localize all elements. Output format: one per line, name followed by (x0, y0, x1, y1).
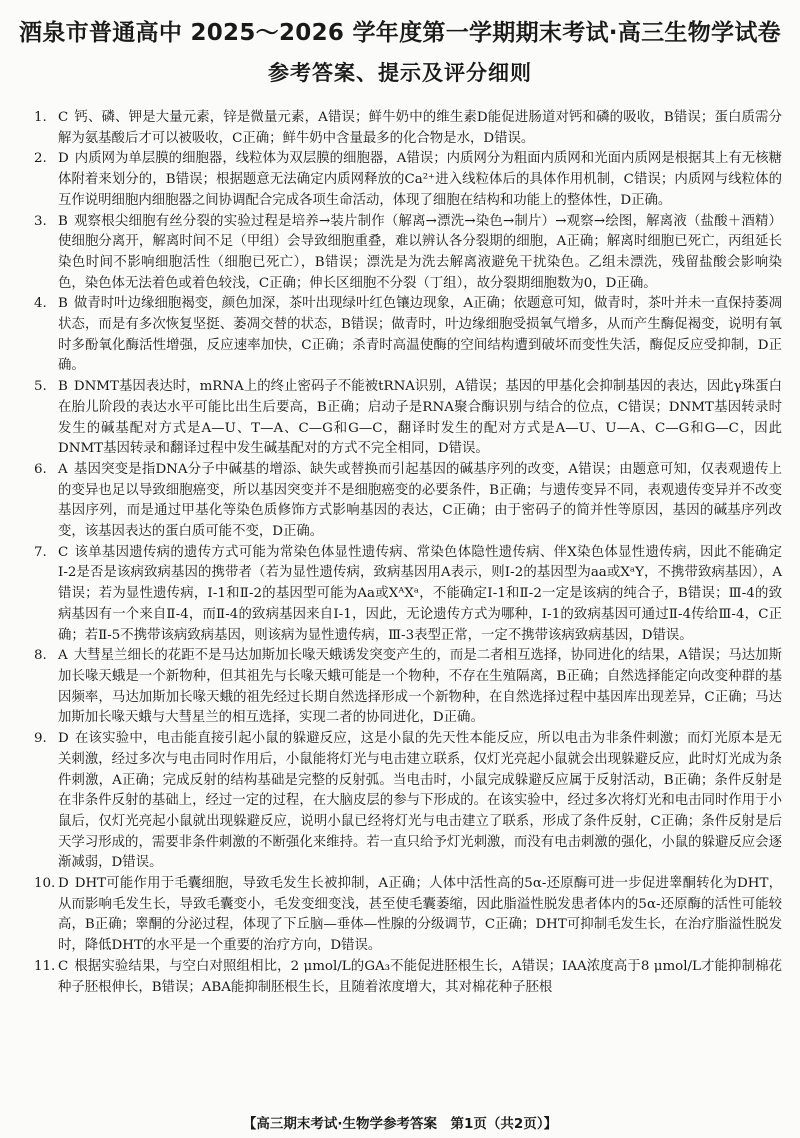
answer-item-6 (34, 460, 782, 543)
exam-subtitle: 参考答案、提示及评分细则 (268, 61, 532, 85)
answer-choice: C (58, 544, 69, 560)
question-number: 2. (34, 151, 47, 167)
question-number: 9. (34, 731, 47, 747)
question-number: 7. (34, 544, 47, 560)
question-number: 4. (34, 296, 47, 312)
answer-item-5 (34, 377, 782, 460)
answer-item-4 (34, 294, 782, 377)
explanation-text: 该单基因遗传病的遗传方式可能为常染色体显性遗传病、常染色体隐性遗传病、伴X染色体显性遗传病，因此不能确定Ⅰ-2是否是该病致病基因的携带者（若为显性遗传病，致病基因用A表示，则Ⅰ-2的基因型为aa或XᵃY，不携带致病基因），A错误；若为显性遗传病，Ⅰ-1和Ⅱ-2的基因型可能为Aa或XᴬXᵃ，不能确定Ⅰ-1和Ⅱ-2一定是该病的纯合子，B错误；Ⅲ-4的致病基因有一个来自Ⅱ-4，而Ⅱ-4的致病基因来自Ⅰ-1，因此，无论遗传方式为哪种，Ⅰ-1的致病基因可通过Ⅱ-4传给Ⅲ-4，C正确；若Ⅱ-5不携带该病致病基因，则该病为显性遗传病，Ⅲ-3表型正常，一定不携带该病致病基因，D错误。 (58, 544, 782, 643)
answer-choice: D (58, 151, 69, 167)
answer-item-1 (34, 108, 782, 149)
answer-choice: C (58, 958, 69, 974)
answer-item-7 (34, 543, 782, 647)
answer-choice: B (58, 296, 68, 312)
explanation-text: 内质网为单层膜的细胞器，线粒体为双层膜的细胞器，A错误；内质网分为粗面内质网和光面内质网是根据其上有无核糖体附着来划分的，B错误；根据题意无法确定内质网释放的Ca²⁺进入线粒体后的具体作用机制，C错误；内质网与线粒体的互作说明细胞内细胞器之间协调配合完成各项生命活动，体现了细胞在结构和功能上的整体性，D正确。 (58, 151, 782, 208)
answer-item-11 (34, 957, 782, 998)
explanation-text: DHT可能作用于毛囊细胞，导致毛发生长被抑制，A正确；人体中活性高的5α-还原酶可进一步促进睾酮转化为DHT，从而影响毛发生长，导致毛囊变小，毛发变细变浅，甚至使毛囊萎缩，因此脂溢性脱发患者体内的5α-还原酶的活性可能较高，B正确；睾酮的分泌过程，体现了下丘脑—垂体—性腺的分级调节，C正确；DHT可抑制毛发生长，在治疗脂溢性脱发时，降低DHT的水平是一个重要的治疗方向，D错误。 (58, 876, 782, 954)
question-number: 11. (34, 958, 56, 974)
exam-title: 酒泉市普通高中 2025～2026 学年度第一学期期末考试·高三生物学试卷 (19, 20, 781, 46)
answer-choice: B (58, 213, 68, 229)
answer-item-2 (34, 149, 782, 211)
explanation-text: 做青时叶边缘细胞褐变，颜色加深，茶叶出现绿叶红色镶边现象，A正确；依题意可知，做青时，茶叶并未一直保持萎凋状态，而是有多次恢复坚挺、萎凋交替的状态，B错误；做青时，叶边缘细胞受损氧气增多，从而产生酶促褐变，说明有氧时多酚氧化酶活性增强，反应速率加快，C正确；杀青时高温使酶的空间结构遭到破坏而变性失活，酶促反应受抑制，D正确。 (58, 296, 782, 374)
answer-choice: A (58, 648, 68, 664)
question-number: 10. (34, 876, 56, 892)
page-footer: 【高三期末考试·生物学参考答案 第1页（共2页）】 (242, 1116, 558, 1132)
explanation-text: 大彗星兰细长的花距不是马达加斯加长喙天蛾诱发突变产生的，而是二者相互选择，协同进化的结果，A错误；马达加斯加长喙天蛾是一个新物种，但其祖先与长喙天蛾可能是一个物种，不存在生殖隔离，B正确；自然选择能定向改变种群的基因频率，马达加斯加长喙天蛾的祖先经过长期自然选择形成一个新物种，在自然选择过程中基因库出现差异，C正确；马达加斯加长喙天蛾与大彗星兰的相互选择，实现二者的协同进化，D正确。 (58, 648, 782, 726)
answer-choice: D (58, 731, 69, 747)
question-number: 6. (34, 461, 47, 477)
question-number: 8. (34, 648, 47, 664)
answer-list (34, 108, 782, 998)
explanation-text: 根据实验结果，与空白对照组相比，2 μmol/L的GA₃不能促进胚根生长，A错误；IAA浓度高于8 μmol/L才能抑制棉花种子胚根伸长，B错误；ABA能抑制胚根生长，且随着浓度增大，其对棉花种子胚根 (58, 958, 782, 995)
explanation-text: 在该实验中，电击能直接引起小鼠的躲避反应，这是小鼠的先天性本能反应，所以电击为非条件刺激；而灯光原本是无关刺激，经过多次与电击同时作用后，小鼠能将灯光与电击建立联系，仅灯光亮起小鼠就会出现躲避反应，此时灯光成为条件刺激，A正确；完成反射的结构基础是完整的反射弧。当电击时，小鼠完成躲避反应属于反射活动，B正确；条件反射是在非条件反射的基础上，经过一定的过程，在大脑皮层的参与下形成的。在该实验中，经过多次将灯光和电击同时作用于小鼠后，仅灯光亮起小鼠就出现躲避反应，说明小鼠已经将灯光与电击建立了联系，形成了条件反射，C正确；条件反射是后天学习形成的，需要非条件刺激的不断强化来维持。若一直只给予灯光刺激，而没有电击刺激的强化，小鼠的躲避反应会逐渐减弱，D错误。 (58, 731, 782, 871)
explanation-text: 钙、磷、钾是大量元素，锌是微量元素，A错误；鲜牛奶中的维生素D能促进肠道对钙和磷的吸收，B错误；蛋白质需分解为氨基酸后才可以被吸收，C正确；鲜牛奶中含量最多的化合物是水，D错误。 (58, 110, 782, 146)
answer-item-9 (34, 729, 782, 874)
answer-item-8 (34, 646, 782, 729)
question-number: 3. (34, 213, 47, 229)
answer-item-10 (34, 874, 782, 957)
explanation-text: DNMT基因表达时，mRNA上的终止密码子不能被tRNA识别，A错误；基因的甲基化会抑制基因的表达，因此γ珠蛋白在胎儿阶段的表达水平可能比出生后要高，B正确；启动子是RNA聚合酶识别与结合的位点，C错误；DNMT基因转录时发生的碱基配对方式是A—U、T—A、C—G和G—C，翻译时发生的配对方式是A—U、U—A、C—G和G—C，因此DNMT基因转录和翻译过程中发生碱基配对的方式不完全相同，D错误。 (58, 379, 782, 457)
question-number: 5. (34, 379, 47, 395)
answer-item-3 (34, 212, 782, 295)
explanation-text: 观察根尖细胞有丝分裂的实验过程是培养→装片制作（解离→漂洗→染色→制片）→观察→绘图，解离液（盐酸＋酒精）使细胞分离开，解离时间不足（甲组）会导致细胞重叠，难以辨认各分裂期的细胞，A正确；解离时细胞已死亡，丙组延长染色时间不影响细胞活性（细胞已死亡），B错误；漂洗是为洗去解离液避免干扰染色。乙组未漂洗，残留盐酸会影响染色，染色体无法着色或着色较浅，C正确；伸长区细胞不分裂（丁组），故分裂期细胞数为0，D正确。 (58, 213, 782, 291)
answer-choice: B (58, 379, 68, 395)
answer-choice: A (58, 461, 68, 477)
explanation-text: 基因突变是指DNA分子中碱基的增添、缺失或替换而引起基因的碱基序列的改变，A错误；由题意可知，仅表观遗传上的变异也足以导致细胞癌变，所以基因突变并不是细胞癌变的必要条件，B正确；与遗传变异不同，表观遗传变异并不改变基因序列，而是通过甲基化等染色质修饰方式影响基因的表达，C正确；由于密码子的简并性等原因，基因的碱基序列改变，该基因表达的蛋白质可能不变，D正确。 (58, 461, 782, 540)
answer-choice: D (58, 876, 69, 892)
answer-choice: C (58, 110, 69, 125)
question-number: 1. (34, 110, 47, 125)
